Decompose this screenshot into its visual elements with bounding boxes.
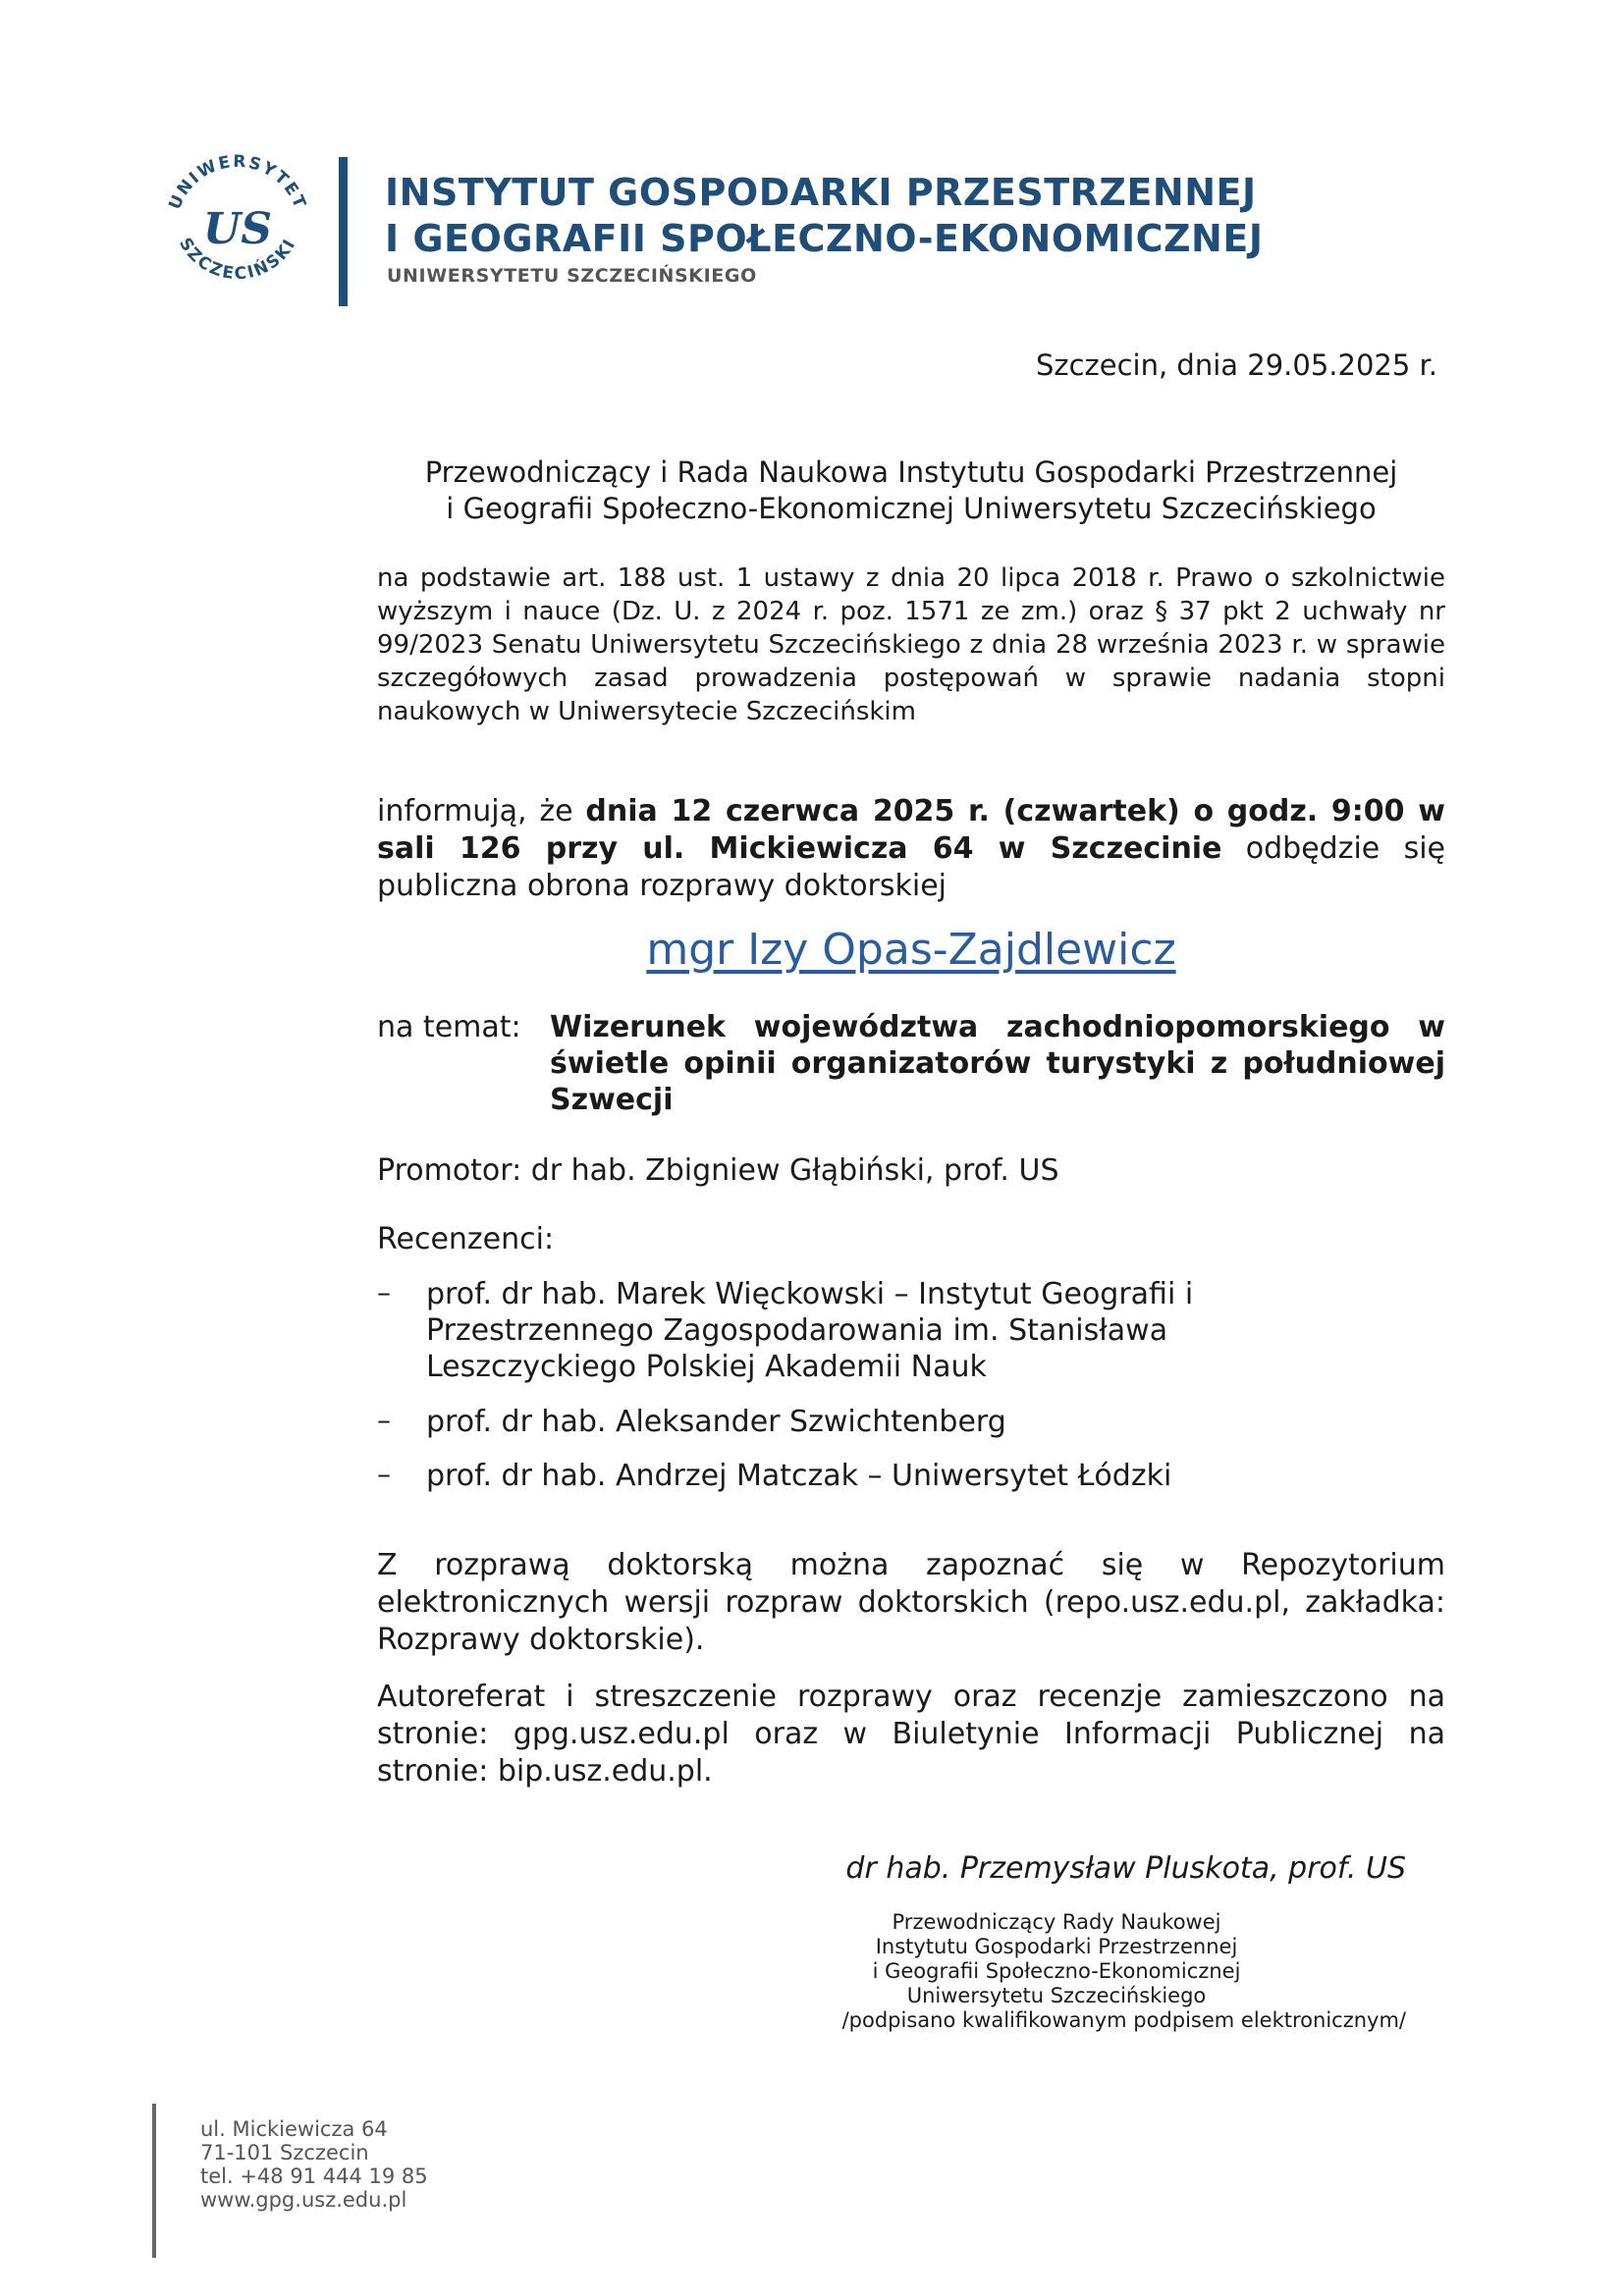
signatory-line3: i Geografii Społeczno-Ekonomicznej bbox=[872, 1959, 1241, 1983]
signatory-line4: Uniwersytetu Szczecińskiego bbox=[906, 1984, 1207, 2007]
signatory-name: dr hab. Przemysław Pluskota, prof. US bbox=[845, 1851, 1406, 1886]
footer-city: 71-101 Szczecin bbox=[200, 2141, 369, 2164]
reviewer-item: prof. dr hab. Andrzej Matczak – Uniwersytet Łódzki bbox=[426, 1459, 1172, 1493]
council-line1: Przewodniczący i Rada Naukowa Instytutu Gospodarki Przestrzennej bbox=[424, 455, 1398, 489]
e-signature-note: /podpisano kwalifikowanym podpisem elektronicznym/ bbox=[841, 2008, 1406, 2032]
announcement-suffix: odbędzie się publiczna obrona rozprawy doktorskiej bbox=[377, 831, 1445, 903]
logo-monogram: US bbox=[202, 204, 273, 254]
footer-divider bbox=[152, 2104, 156, 2258]
promoter: Promotor: dr hab. Zbigniew Głąbiński, prof. US bbox=[377, 1153, 1059, 1188]
footer-street: ul. Mickiewicza 64 bbox=[200, 2117, 388, 2141]
document-date: Szczecin, dnia 29.05.2025 r. bbox=[1035, 348, 1437, 382]
council-heading bbox=[377, 454, 1445, 527]
repository-note: Z rozprawą doktorską można zapoznać się w Repozytorium elektronicznych wersji rozpraw doktorskich (repo.usz.edu.pl, zakładka: Rozprawy doktorskie). bbox=[377, 1548, 1445, 1657]
logo-arc-top-text: UNIWERSYTET bbox=[165, 151, 310, 213]
signatory-line2: Instytutu Gospodarki Przestrzennej bbox=[875, 1935, 1238, 1958]
legal-basis-paragraph: na podstawie art. 188 ust. 1 ustawy z dnia 20 lipca 2018 r. Prawo o szkolnictwie wyższym i nauce (Dz. U. z 2024 r. poz. 1571 ze zm.) oraz § 37 pkt 2 uchwały nr 99/2023 Senatu Uniwersytetu Szczecińskiego z dnia 28 września 2023 r. w sprawie szczegółowych zasad prowadzenia postępowań w sprawie nadania stopni naukowych w Uniwersytecie Szczecińskim bbox=[377, 563, 1445, 726]
institute-name-line1: INSTYTUT GOSPODARKI PRZESTRZENNEJ bbox=[385, 171, 1257, 214]
announcement-paragraph bbox=[377, 793, 1445, 905]
signatory-line1: Przewodniczący Rady Naukowej bbox=[892, 1910, 1221, 1934]
university-name: UNIWERSYTETU SZCZECIŃSKIEGO bbox=[387, 265, 757, 287]
dissertation-title: Wizerunek województwa zachodniopomorskiego w świetle opinii organizatorów turystyki z południowej Szwecji bbox=[550, 1010, 1445, 1117]
reviewer-item: prof. dr hab. Marek Więckowski – Instytut Geografii i Przestrzennego Zagospodarowania im. Stanisława Leszczyckiego Polskiej Akademii Nauk bbox=[426, 1277, 1194, 1384]
header-divider bbox=[339, 157, 348, 306]
signatory-title-block bbox=[707, 1910, 1406, 2033]
announcement-date-place: dnia 12 czerwca 2025 r. (czwartek) o godz. 9:00 w sali 126 przy ul. Mickiewicza 64 w Szczecinie bbox=[377, 794, 1445, 866]
reviewers-label: Recenzenci: bbox=[377, 1222, 555, 1256]
reviewer-bullet: – bbox=[377, 1404, 391, 1436]
topic-label: na temat: bbox=[377, 1010, 521, 1044]
institute-name-line2: I GEOGRAFII SPOŁECZNO-EKONOMICZNEJ bbox=[385, 217, 1264, 260]
reviewer-bullet: – bbox=[377, 1276, 391, 1308]
footer-website: www.gpg.usz.edu.pl bbox=[200, 2188, 407, 2212]
abstract-note: Autoreferat i streszczenie rozprawy oraz recenzje zamieszczono na stronie: gpg.usz.edu.pl oraz w Biuletynie Informacji Publicznej na stronie: bip.usz.edu.pl. bbox=[377, 1680, 1445, 1789]
logo-arc-bottom-text: SZCZECIŃSKI bbox=[174, 234, 300, 285]
footer-address bbox=[200, 2117, 428, 2212]
candidate-name: mgr Izy Opas-Zajdlewicz bbox=[646, 925, 1176, 975]
council-line2: i Geografii Społeczno-Ekonomicznej Uniwersytetu Szczecińskiego bbox=[446, 492, 1377, 525]
university-seal-icon bbox=[155, 145, 320, 310]
reviewer-bullet: – bbox=[377, 1458, 391, 1490]
announcement-prefix: informują, że bbox=[377, 794, 586, 828]
reviewer-item: prof. dr hab. Aleksander Szwichtenberg bbox=[426, 1405, 1006, 1439]
footer-phone: tel. +48 91 444 19 85 bbox=[200, 2164, 428, 2188]
